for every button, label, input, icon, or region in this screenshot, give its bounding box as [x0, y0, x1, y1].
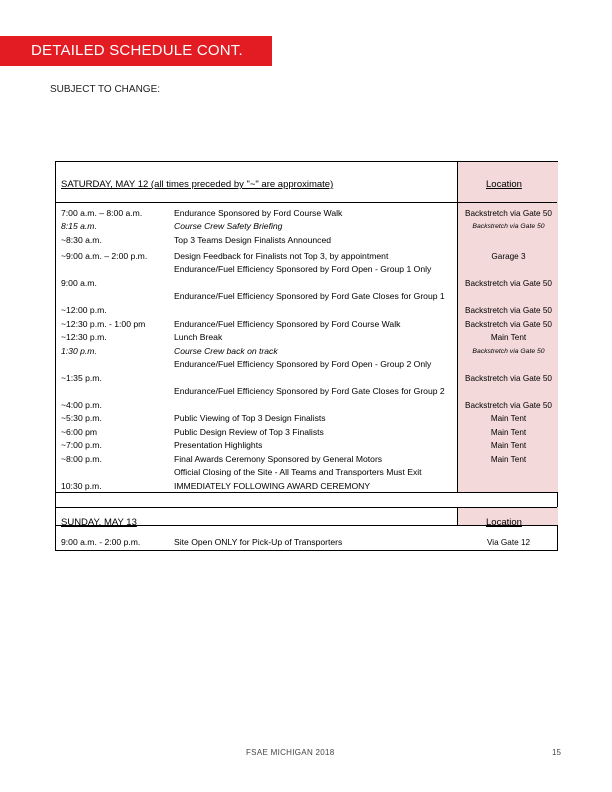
row-event: Public Viewing of Top 3 Design Finalists: [174, 413, 326, 423]
row-event: Presentation Highlights: [174, 440, 263, 450]
row-time: 10:30 p.m.: [61, 481, 102, 491]
row-location: Main Tent: [490, 428, 527, 437]
row-location: Backstretch via Gate 50: [465, 279, 552, 288]
row-time: 9:00 a.m.: [61, 278, 97, 288]
sunday-header: SUNDAY, MAY 13: [61, 517, 137, 528]
page-number: 15: [552, 748, 561, 757]
row-event: Endurance/Fuel Efficiency Sponsored by Ford Course Walk: [174, 319, 401, 329]
row-time: ~5:30 p.m.: [61, 413, 102, 423]
row-time: ~8:00 p.m.: [61, 454, 102, 464]
row-event: Lunch Break: [174, 332, 223, 342]
row-divider: [56, 202, 557, 203]
row-location: Garage 3: [491, 252, 526, 261]
row-location: Via Gate 12: [486, 538, 531, 547]
row-time: ~8:30 a.m.: [61, 235, 102, 245]
row-event: Endurance/Fuel Efficiency Sponsored by Ford Gate Closes for Group 1: [174, 291, 445, 301]
row-location: Main Tent: [490, 441, 527, 450]
saturday-location-header: Location: [486, 179, 522, 190]
row-event: Endurance/Fuel Efficiency Sponsored by Ford Gate Closes for Group 2: [174, 386, 445, 396]
row-time: ~9:00 a.m. – 2:00 p.m.: [61, 251, 148, 261]
column-divider: [457, 507, 458, 525]
row-divider: [56, 507, 557, 508]
row-time: 8:15 a.m.: [61, 221, 97, 231]
row-event: Endurance/Fuel Efficiency Sponsored by Ford Open - Group 2 Only: [174, 359, 432, 369]
row-time: ~7:00 p.m.: [61, 440, 102, 450]
sunday-location-header: Location: [486, 517, 522, 528]
row-location: Main Tent: [490, 414, 527, 423]
row-location: Backstretch via Gate 50: [465, 209, 552, 218]
row-event: Top 3 Teams Design Finalists Announced: [174, 235, 332, 245]
row-event: Design Feedback for Finalists not Top 3, by appointment: [174, 251, 389, 261]
row-event: Official Closing of the Site - All Teams and Transporters Must Exit IMMEDIATELY FOLLOWING AWARD CEREMONY: [174, 467, 422, 491]
page-banner: DETAILED SCHEDULE CONT.: [0, 36, 272, 66]
row-location: Backstretch via Gate 50: [472, 348, 545, 355]
row-time: 1:30 p.m.: [61, 346, 97, 356]
row-time: ~12:30 p.m.: [61, 332, 107, 342]
saturday-header: SATURDAY, MAY 12 (all times preceded by "~" are approximate): [61, 179, 334, 190]
row-time: 7:00 a.m. – 8:00 a.m.: [61, 208, 143, 218]
row-time: 9:00 a.m. - 2:00 p.m.: [61, 537, 141, 547]
row-location: Backstretch via Gate 50: [465, 374, 552, 383]
subject-to-change-note: SUBJECT TO CHANGE:: [50, 84, 161, 95]
row-time: ~1:35 p.m.: [61, 373, 102, 383]
row-time: ~6:00 pm: [61, 427, 98, 437]
column-divider: [457, 162, 458, 492]
row-time: ~12:00 p.m.: [61, 305, 107, 315]
row-location: Backstretch via Gate 50: [465, 306, 552, 315]
row-event: Final Awards Ceremony Sponsored by General Motors: [174, 454, 383, 464]
page-footer: FSAE MICHIGAN 2018: [246, 748, 335, 757]
row-event: Course Crew Safety Briefing: [174, 221, 283, 231]
row-time: ~12:30 p.m. - 1:00 pm: [61, 319, 146, 329]
row-location: Backstretch via Gate 50: [472, 223, 545, 230]
row-event: Public Design Review of Top 3 Finalists: [174, 427, 324, 437]
row-location: Main Tent: [490, 333, 527, 342]
row-event: Endurance Sponsored by Ford Course Walk: [174, 208, 343, 218]
row-location: Backstretch via Gate 50: [465, 320, 552, 329]
row-time: ~4:00 p.m.: [61, 400, 102, 410]
row-event: Course Crew back on track: [174, 346, 278, 356]
row-event: Site Open ONLY for Pick-Up of Transporters: [174, 537, 343, 547]
row-location: Main Tent: [490, 455, 527, 464]
row-location: Backstretch via Gate 50: [465, 401, 552, 410]
row-event: Endurance/Fuel Efficiency Sponsored by Ford Open - Group 1 Only: [174, 264, 432, 274]
schedule-table: [55, 161, 558, 551]
